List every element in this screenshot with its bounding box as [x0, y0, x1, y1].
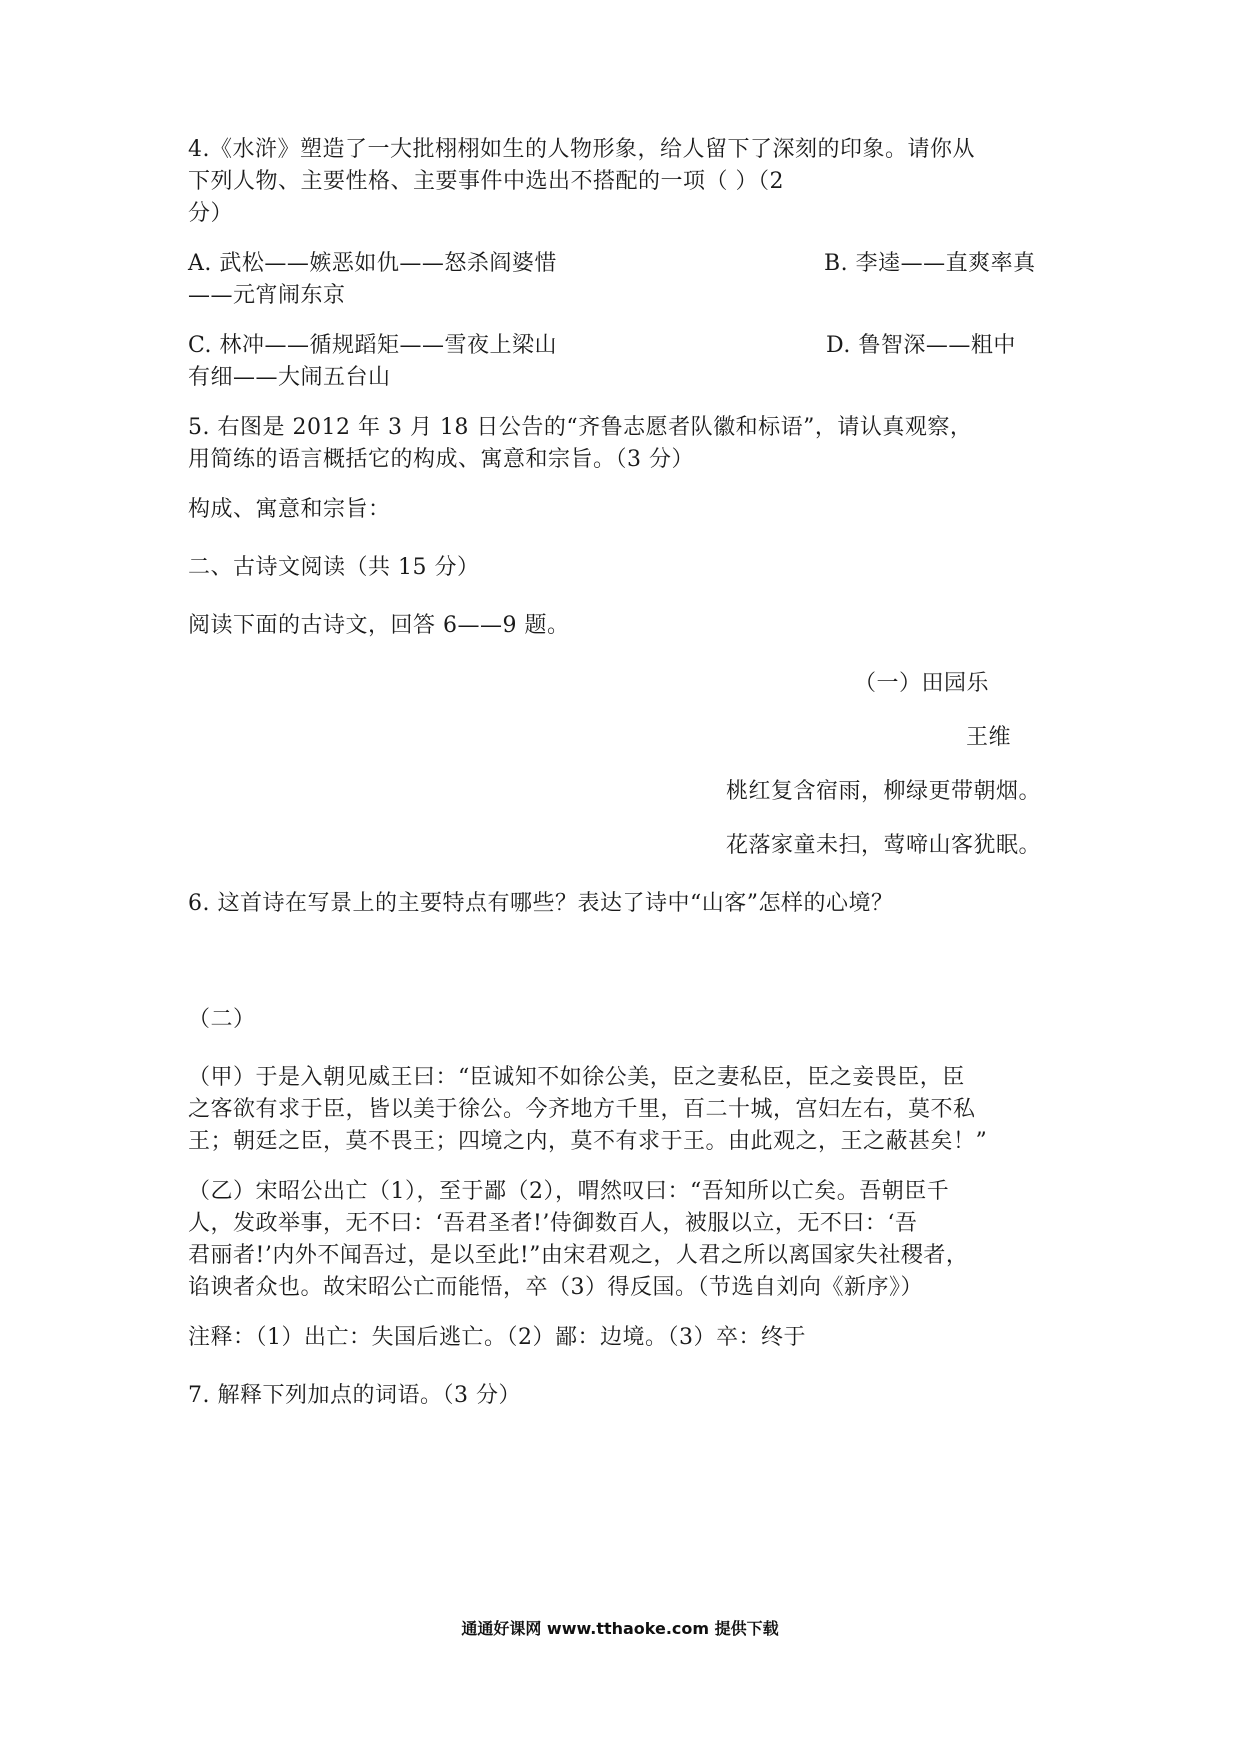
poem-line-2: 花落家童未扫，莺啼山客犹眠。: [726, 833, 1042, 858]
poem-title: （一）田园乐: [854, 671, 990, 696]
q4-option-c: C. 林冲——循规蹈矩——雪夜上梁山: [188, 333, 558, 358]
prose-jia-line-3: 王；朝廷之臣，莫不畏王；四境之内，莫不有求于王。由此观之，王之蔽甚矣！”: [188, 1129, 988, 1154]
prose-notes: 注释：（1）出亡：失国后逃亡。（2）鄙：边境。（3）卒：终于: [188, 1325, 806, 1350]
q5-answer-label: 构成、寓意和宗旨：: [188, 497, 391, 522]
prose-part-label: （二）: [188, 1007, 256, 1032]
prose-yi-line-1: （乙）宋昭公出亡（1），至于鄙（2），喟然叹曰：“吾知所以亡矣。吾朝臣千: [188, 1179, 950, 1204]
q4-option-d: D. 鲁智深——粗中: [826, 333, 1016, 358]
q7-text: 7. 解释下列加点的词语。（3 分）: [188, 1383, 521, 1408]
q4-line-1: 4.《水浒》塑造了一大批栩栩如生的人物形象，给人留下了深刻的印象。请你从: [188, 137, 975, 162]
q5-line-1: 5. 右图是 2012 年 3 月 18 日公告的“齐鲁志愿者队徽和标语”，请认真观察，: [188, 415, 973, 440]
prose-yi-line-2: 人，发政举事，无不曰：‘吾君圣者!’侍御数百人，被服以立，无不曰：‘吾: [188, 1211, 918, 1236]
q4-option-d-continued: 有细——大闹五台山: [188, 365, 391, 390]
prose-jia-line-1: （甲）于是入朝见威王曰：“臣诚知不如徐公美，臣之妻私臣，臣之妾畏臣，臣: [188, 1065, 965, 1090]
section-heading: 二、古诗文阅读（共 15 分）: [188, 555, 480, 580]
prose-yi-line-3: 君丽者!’内外不闻吾过，是以至此!”由宋君观之，人君之所以离国家失社稷者，: [188, 1243, 969, 1268]
poem-line-1: 桃红复含宿雨，柳绿更带朝烟。: [726, 779, 1042, 804]
q5-line-2: 用简练的语言概括它的构成、寓意和宗旨。（3 分）: [188, 447, 694, 472]
q6-text: 6. 这首诗在写景上的主要特点有哪些？表达了诗中“山客”怎样的心境？: [188, 891, 894, 916]
section-instruction: 阅读下面的古诗文，回答 6——9 题。: [188, 613, 570, 638]
q4-option-b: B. 李逵——直爽率真: [824, 251, 1036, 276]
prose-yi-line-4: 谄谀者众也。故宋昭公亡而能悟，卒（3）得反国。（节选自刘向《新序》）: [188, 1275, 923, 1300]
q4-option-b-continued: ——元宵闹东京: [188, 283, 346, 308]
prose-jia-line-2: 之客欲有求于臣，皆以美于徐公。今齐地方千里，百二十城，宫妇左右，莫不私: [188, 1097, 976, 1122]
q4-option-a: A. 武松——嫉恶如仇——怒杀阎婆惜: [188, 251, 557, 276]
footer-credit: 通通好课网 www.tthaoke.com 提供下载: [461, 1619, 779, 1638]
q4-line-3: 分）: [188, 201, 234, 226]
poem-author: 王维: [966, 725, 1012, 750]
q4-line-2: 下列人物、主要性格、主要事件中选出不搭配的一项（ ）（2: [188, 169, 784, 194]
